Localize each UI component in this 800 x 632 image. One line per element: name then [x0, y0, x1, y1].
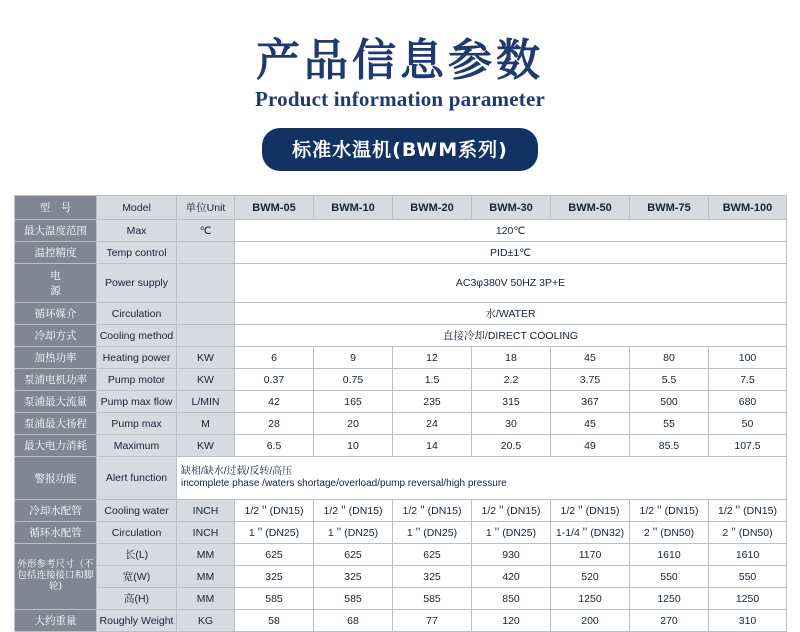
row-label-circulation-pipe: 循环水配管: [15, 522, 97, 544]
cell-weight-bwm-100: 310: [709, 610, 787, 632]
row-unit-height: MM: [177, 588, 235, 610]
cell-height-bwm-05: 585: [235, 588, 314, 610]
cell-cooling-water-bwm-10: 1/2＂(DN15): [314, 500, 393, 522]
header-cell-bwm-50: BWM-50: [551, 196, 630, 220]
cell-maximum-bwm-100: 107.5: [709, 435, 787, 457]
table-row: [15, 610, 787, 632]
header-cell-bwm-100: BWM-100: [709, 196, 787, 220]
row-label-temp-control: 温控精度: [15, 242, 97, 264]
row-en-pump-max-flow: Pump max flow: [97, 391, 177, 413]
row-value-circulation: 水/WATER: [235, 303, 787, 325]
cell-length-bwm-50: 1170: [551, 544, 630, 566]
table-row: [15, 220, 787, 242]
spec-table-container: [14, 195, 786, 632]
header-cell-bwm-05: BWM-05: [235, 196, 314, 220]
cell-pump-motor-bwm-10: 0.75: [314, 369, 393, 391]
row-en-pump-max-head: Pump max: [97, 413, 177, 435]
header-cell-bwm-75: BWM-75: [630, 196, 709, 220]
cell-weight-bwm-75: 270: [630, 610, 709, 632]
header-cell-unit: 单位Unit: [177, 196, 235, 220]
cell-circulation-pipe-bwm-20: 1＂(DN25): [393, 522, 472, 544]
row-en-alert-function: Alert function: [97, 457, 177, 500]
row-en-temp-control: Temp control: [97, 242, 177, 264]
row-label-max-temp: 最大温度范围: [15, 220, 97, 242]
page-title-cn: 产品信息参数: [256, 35, 544, 86]
row-en-circulation: Circulation: [97, 303, 177, 325]
page-title-en: Product information parameter: [254, 87, 546, 112]
cell-maximum-bwm-50: 49: [551, 435, 630, 457]
table-row: [15, 391, 787, 413]
table-row: [15, 242, 787, 264]
row-unit-pump-max-head: M: [177, 413, 235, 435]
row-label-roughly-weight: 大约重量: [15, 610, 97, 632]
row-label-power-supply-line2: 源: [50, 285, 61, 298]
table-row: [15, 303, 787, 325]
cell-height-bwm-50: 1250: [551, 588, 630, 610]
table-row: [15, 264, 787, 303]
row-en-length: 长(L): [97, 544, 177, 566]
cell-heating-power-bwm-05: 6: [235, 347, 314, 369]
subtitle-container: [0, 128, 800, 171]
cell-height-bwm-75: 1250: [630, 588, 709, 610]
cell-length-bwm-75: 1610: [630, 544, 709, 566]
cell-width-bwm-10: 325: [314, 566, 393, 588]
header-cell-bwm-30: BWM-30: [472, 196, 551, 220]
table-row: [15, 500, 787, 522]
table-row: [15, 522, 787, 544]
cell-width-bwm-05: 325: [235, 566, 314, 588]
row-en-width: 宽(W): [97, 566, 177, 588]
cell-weight-bwm-10: 68: [314, 610, 393, 632]
row-en-heating-power: Heating power: [97, 347, 177, 369]
row-en-cooling-water-pipe: Cooling water: [97, 500, 177, 522]
cell-heating-power-bwm-10: 9: [314, 347, 393, 369]
cell-length-bwm-05: 625: [235, 544, 314, 566]
cell-pump-max-flow-bwm-20: 235: [393, 391, 472, 413]
cell-pump-max-flow-bwm-100: 680: [709, 391, 787, 413]
cell-pump-motor-bwm-05: 0.37: [235, 369, 314, 391]
row-en-height: 高(H): [97, 588, 177, 610]
row-unit-cooling-water-pipe: INCH: [177, 500, 235, 522]
row-value-alert-function: [177, 457, 787, 500]
cell-weight-bwm-05: 58: [235, 610, 314, 632]
table-row: [15, 347, 787, 369]
row-unit-circulation: [177, 303, 235, 325]
cell-width-bwm-20: 325: [393, 566, 472, 588]
cell-pump-max-head-bwm-05: 28: [235, 413, 314, 435]
spec-table: [14, 195, 787, 632]
cell-circulation-pipe-bwm-30: 1＂(DN25): [472, 522, 551, 544]
cell-cooling-water-bwm-100: 1/2＂(DN15): [709, 500, 787, 522]
cell-pump-max-head-bwm-100: 50: [709, 413, 787, 435]
cell-circulation-pipe-bwm-100: 2＂(DN50): [709, 522, 787, 544]
cell-maximum-bwm-10: 10: [314, 435, 393, 457]
row-en-max-temp: Max: [97, 220, 177, 242]
row-unit-length: MM: [177, 544, 235, 566]
cell-width-bwm-75: 550: [630, 566, 709, 588]
row-label-dimensions-group: 外形参考尺寸（不包括连接接口和脚轮): [15, 544, 97, 610]
cell-circulation-pipe-bwm-75: 2＂(DN50): [630, 522, 709, 544]
cell-length-bwm-30: 930: [472, 544, 551, 566]
row-label-cooling-water-pipe: 冷却水配管: [15, 500, 97, 522]
cell-maximum-bwm-05: 6.5: [235, 435, 314, 457]
header-cell-model-en: Model: [97, 196, 177, 220]
table-header-row: [15, 196, 787, 220]
row-label-power-supply-line1: 电: [50, 270, 61, 283]
cell-height-bwm-10: 585: [314, 588, 393, 610]
cell-length-bwm-20: 625: [393, 544, 472, 566]
cell-maximum-bwm-75: 85.5: [630, 435, 709, 457]
table-row: [15, 435, 787, 457]
row-label-power-supply: [15, 264, 97, 303]
row-value-cooling-method: 直接冷却/DIRECT COOLING: [235, 325, 787, 347]
table-row: [15, 369, 787, 391]
row-label-cooling-method: 冷却方式: [15, 325, 97, 347]
cell-pump-max-head-bwm-30: 30: [472, 413, 551, 435]
cell-pump-max-head-bwm-75: 55: [630, 413, 709, 435]
row-label-maximum: 最大电力消耗: [15, 435, 97, 457]
cell-height-bwm-20: 585: [393, 588, 472, 610]
cell-pump-motor-bwm-20: 1.5: [393, 369, 472, 391]
row-en-circulation-pipe: Circulation: [97, 522, 177, 544]
cell-maximum-bwm-20: 14: [393, 435, 472, 457]
cell-weight-bwm-50: 200: [551, 610, 630, 632]
cell-cooling-water-bwm-50: 1/2＂(DN15): [551, 500, 630, 522]
row-label-circulation: 循环媒介: [15, 303, 97, 325]
cell-pump-motor-bwm-100: 7.5: [709, 369, 787, 391]
table-row: [15, 544, 787, 566]
row-unit-pump-max-flow: L/MIN: [177, 391, 235, 413]
cell-height-bwm-100: 1250: [709, 588, 787, 610]
cell-pump-max-head-bwm-20: 24: [393, 413, 472, 435]
cell-weight-bwm-20: 77: [393, 610, 472, 632]
table-row: [15, 413, 787, 435]
cell-circulation-pipe-bwm-10: 1＂(DN25): [314, 522, 393, 544]
row-en-roughly-weight: Roughly Weight: [97, 610, 177, 632]
cell-pump-motor-bwm-75: 5.5: [630, 369, 709, 391]
row-unit-cooling-method: [177, 325, 235, 347]
cell-height-bwm-30: 850: [472, 588, 551, 610]
cell-heating-power-bwm-20: 12: [393, 347, 472, 369]
header-cell-bwm-20: BWM-20: [393, 196, 472, 220]
row-unit-width: MM: [177, 566, 235, 588]
row-unit-maximum: KW: [177, 435, 235, 457]
cell-pump-max-flow-bwm-05: 42: [235, 391, 314, 413]
row-unit-pump-motor: KW: [177, 369, 235, 391]
cell-length-bwm-10: 625: [314, 544, 393, 566]
cell-pump-motor-bwm-30: 2.2: [472, 369, 551, 391]
row-label-pump-max-head: 泵浦最大扬程: [15, 413, 97, 435]
alert-text-en: incomplete phase /waters shortage/overload/pump reversal/high pressure: [181, 478, 507, 490]
cell-pump-max-head-bwm-10: 20: [314, 413, 393, 435]
cell-width-bwm-100: 550: [709, 566, 787, 588]
alert-text-cn: 缺相/缺水/过载/反转/高压: [181, 465, 293, 477]
cell-pump-max-head-bwm-50: 45: [551, 413, 630, 435]
row-value-max-temp: 120℃: [235, 220, 787, 242]
row-unit-power-supply: [177, 264, 235, 303]
row-value-power-supply: AC3φ380V 50HZ 3P+E: [235, 264, 787, 303]
row-label-alert-function: 警报功能: [15, 457, 97, 500]
table-row: [15, 588, 787, 610]
cell-cooling-water-bwm-75: 1/2＂(DN15): [630, 500, 709, 522]
row-en-power-supply: Power supply: [97, 264, 177, 303]
cell-length-bwm-100: 1610: [709, 544, 787, 566]
cell-heating-power-bwm-30: 18: [472, 347, 551, 369]
header-cell-bwm-10: BWM-10: [314, 196, 393, 220]
cell-circulation-pipe-bwm-05: 1＂(DN25): [235, 522, 314, 544]
header-cell-model-cn: 型 号: [15, 196, 97, 220]
row-en-cooling-method: Cooling method: [97, 325, 177, 347]
row-en-maximum: Maximum: [97, 435, 177, 457]
cell-maximum-bwm-30: 20.5: [472, 435, 551, 457]
row-value-temp-control: PID±1℃: [235, 242, 787, 264]
row-label-pump-motor: 泵浦电机功率: [15, 369, 97, 391]
table-row: [15, 457, 787, 500]
cell-weight-bwm-30: 120: [472, 610, 551, 632]
subtitle-badge: 标准水温机(BWM系列): [262, 128, 538, 171]
cell-heating-power-bwm-75: 80: [630, 347, 709, 369]
row-unit-circulation-pipe: INCH: [177, 522, 235, 544]
cell-circulation-pipe-bwm-50: 1-1/4＂(DN32): [551, 522, 630, 544]
row-en-pump-motor: Pump motor: [97, 369, 177, 391]
cell-heating-power-bwm-100: 100: [709, 347, 787, 369]
row-unit-temp-control: [177, 242, 235, 264]
row-label-heating-power: 加热功率: [15, 347, 97, 369]
cell-pump-max-flow-bwm-30: 315: [472, 391, 551, 413]
page-header: [0, 0, 800, 171]
row-label-pump-max-flow: 泵浦最大流量: [15, 391, 97, 413]
row-unit-heating-power: KW: [177, 347, 235, 369]
cell-width-bwm-30: 420: [472, 566, 551, 588]
cell-cooling-water-bwm-05: 1/2＂(DN15): [235, 500, 314, 522]
cell-pump-motor-bwm-50: 3.75: [551, 369, 630, 391]
cell-cooling-water-bwm-30: 1/2＂(DN15): [472, 500, 551, 522]
cell-pump-max-flow-bwm-10: 165: [314, 391, 393, 413]
row-unit-max-temp: ℃: [177, 220, 235, 242]
table-row: [15, 566, 787, 588]
cell-cooling-water-bwm-20: 1/2＂(DN15): [393, 500, 472, 522]
table-row: [15, 325, 787, 347]
cell-heating-power-bwm-50: 45: [551, 347, 630, 369]
cell-pump-max-flow-bwm-75: 500: [630, 391, 709, 413]
row-unit-roughly-weight: KG: [177, 610, 235, 632]
cell-pump-max-flow-bwm-50: 367: [551, 391, 630, 413]
cell-width-bwm-50: 520: [551, 566, 630, 588]
